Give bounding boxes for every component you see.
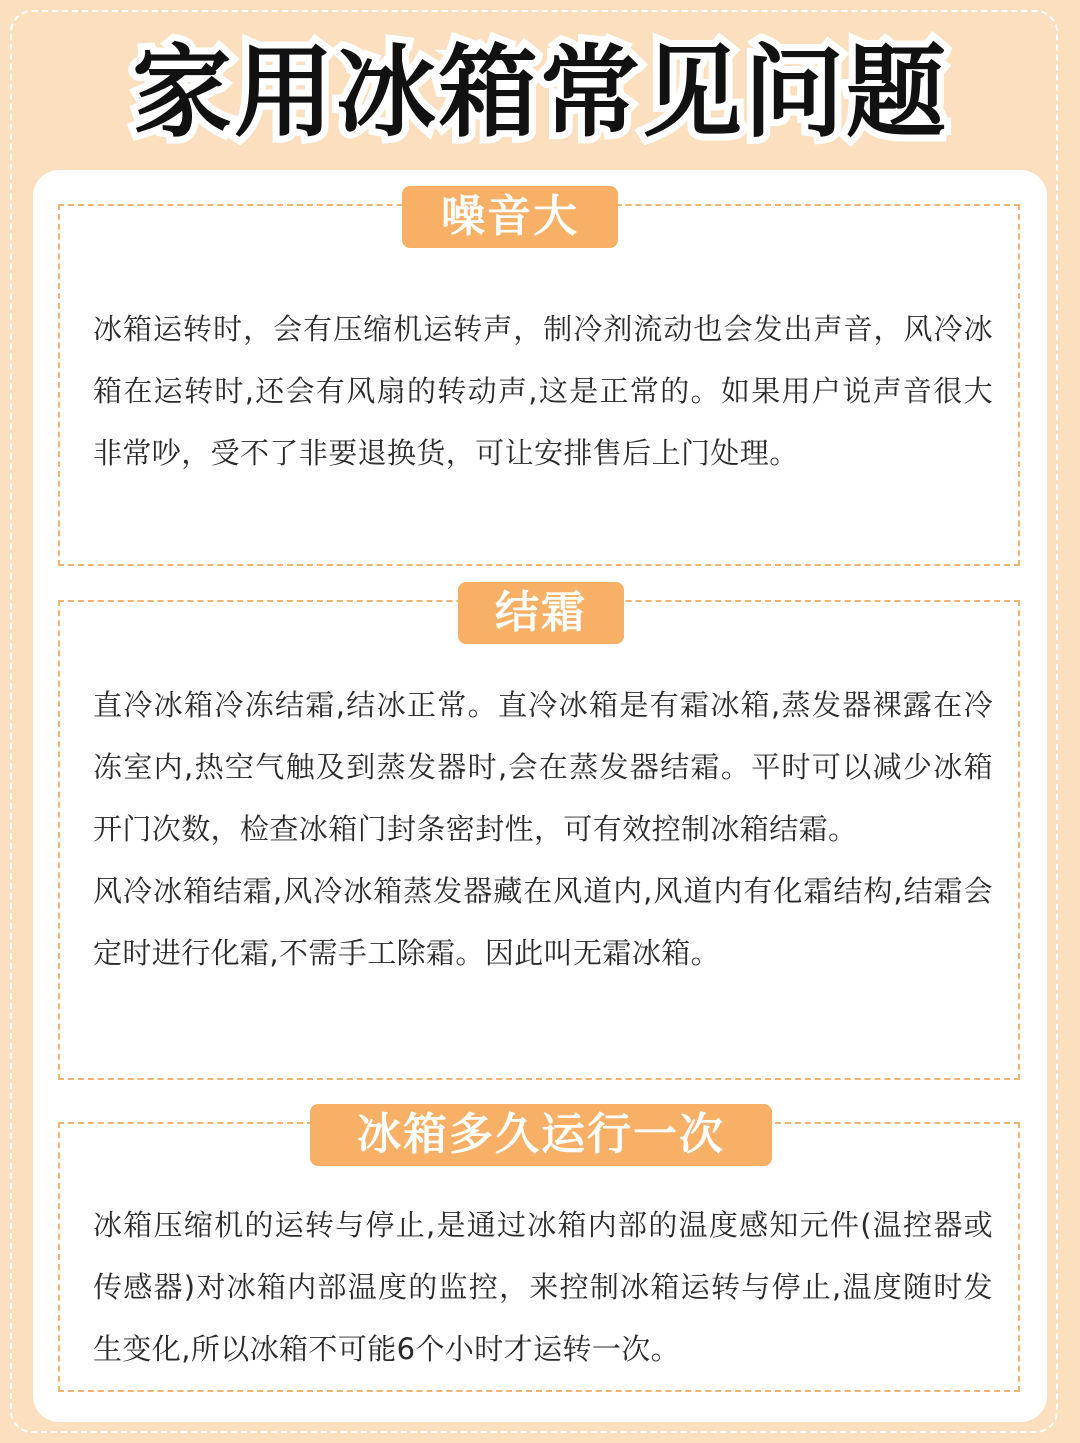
section-body-noise — [93, 298, 993, 484]
paragraph: 冰箱运转时，会有压缩机运转声，制冷剂流动也会发出声音，风冷冰箱在运转时,还会有风扇的转动声,这是正常的。如果用户说声音很大非常吵，受不了非要退换货，可让安排售后上门处理。 — [93, 312, 993, 470]
page-title: 家用冰箱常见问题 — [132, 34, 948, 151]
section-run-frequency — [58, 1109, 1020, 1392]
section-heading-noise: 噪音大 — [402, 186, 618, 248]
paragraph: 冰箱压缩机的运转与停止,是通过冰箱内部的温度感知元件(温控器或传感器)对冰箱内部温度的监控，来控制冰箱运转与停止,温度随时发生变化,所以冰箱不可能6个小时才运转一次。 — [93, 1208, 993, 1366]
section-frost — [58, 587, 1020, 1080]
paragraph: 直冷冰箱冷冻结霜,结冰正常。直冷冰箱是有霜冰箱,蒸发器裸露在冷冻室内,热空气触及到蒸发器时,会在蒸发器结霜。平时可以减少冰箱开门次数，检查冰箱门封条密封性，可有效控制冰箱结霜。 — [93, 688, 993, 846]
section-body-run-frequency — [93, 1194, 993, 1380]
paragraph: 风冷冰箱结霜,风冷冰箱蒸发器藏在风道内,风道内有化霜结构,结霜会定时进行化霜,不需手工除霜。因此叫无霜冰箱。 — [93, 874, 993, 970]
section-body-frost — [93, 674, 993, 984]
section-heading-run-frequency: 冰箱多久运行一次 — [310, 1104, 772, 1166]
section-heading-frost: 结霜 — [458, 582, 624, 644]
section-noise — [58, 191, 1020, 566]
